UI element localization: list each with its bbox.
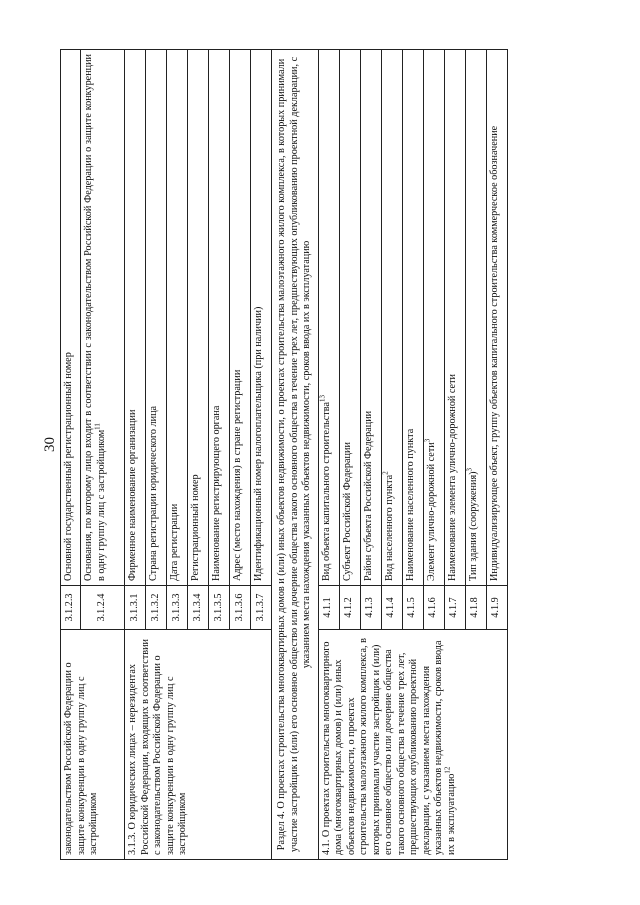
row-code: 4.1.8 [465, 586, 486, 630]
group-description-cell: 3.1.3. О юридических лицах – нерезидентах Российской Федерации, входящих в соответствии с законодательством Российской Федерации о защите конкуренции в одну группу лиц с застройщиком [125, 630, 272, 860]
row-code: 4.1.3 [360, 586, 381, 630]
row-text: Наименование элемента улично-дорожной сети [444, 50, 465, 586]
row-code: 4.1.7 [444, 586, 465, 630]
row-code: 4.1.4 [381, 586, 402, 630]
row-text: Вид объекта капитального строительства$^{13}$ [318, 50, 339, 586]
table-row [318, 50, 339, 860]
row-code: 3.1.2.4 [81, 586, 125, 630]
row-text: Страна регистрации юридического лица [146, 50, 167, 586]
row-code: 3.1.3.1 [125, 586, 146, 630]
group-description-cell: законодательством Российской Федерации о защите конкуренции в одну группу лиц с застройщиком [61, 630, 125, 860]
row-text: Дата регистрации [167, 50, 188, 586]
row-text: Субъект Российской Федерации [339, 50, 360, 586]
row-code: 4.1.9 [486, 586, 507, 630]
row-text: Тип здания (сооружения)$^3$ [465, 50, 486, 586]
row-text: Район субъекта Российской Федерации [360, 50, 381, 586]
page-number: 30 [42, 437, 58, 452]
row-text: Вид населенного пункта$^2$ [381, 50, 402, 586]
table-row [125, 50, 146, 860]
group-description-cell: 4.1. О проектах строительства многоквартирного дома (многоквартирных домов) и (или) иных объектов недвижимости, о проектах строительства малоэтажного жилого комплекса, в которых принимали участие застройщик и (или) его основное общество или дочерние общества такого основного общества в течение трех лет, предшествующих опубликованию проектной декларации, с указанием места нахождения указанных объектов недвижимости, сроков ввода их в эксплуатацию$^{12}$ [318, 630, 507, 860]
declaration-table [60, 49, 508, 860]
table-row [61, 50, 81, 860]
row-code: 3.1.2.3 [61, 586, 81, 630]
row-text: Элемент улично-дорожной сети$^3$ [423, 50, 444, 586]
section-heading-row [272, 50, 319, 860]
row-code: 3.1.3.3 [167, 586, 188, 630]
row-text: Адрес (место нахождения) в стране регистрации [230, 50, 251, 586]
row-code: 3.1.3.4 [188, 586, 209, 630]
row-code: 4.1.6 [423, 586, 444, 630]
row-text: Основной государственный регистрационный номер [61, 50, 81, 586]
row-code: 4.1.1 [318, 586, 339, 630]
section-4-heading: Раздел 4. О проектах строительства многоквартирных домов и (или) иных объектов недвижимости, о проектах строительства малоэтажного жилого комплекса, в которых принимали участие застройщик и (или) его основное общество или дочерние общества такого основного общества в течение трех лет, предшествующих опубликованию проектной декларации, с указанием места нахождения указанных объектов недвижимости, сроков ввода их в эксплуатацию [272, 50, 319, 860]
row-code: 4.1.2 [339, 586, 360, 630]
row-text: Наименование регистрирующего органа [209, 50, 230, 586]
row-text: Идентификационный номер налогоплательщика (при наличии) [251, 50, 272, 586]
row-text: Индивидуализирующее объект, группу объектов капитального строительства коммерческое обозначение [486, 50, 507, 586]
row-code: 4.1.5 [402, 586, 423, 630]
row-text: Основания, по которому лицо входит в соответствии с законодательством Российской Федерации о защите конкуренции в одну группу лиц с застройщиком$^{11}$ [81, 50, 125, 586]
row-text: Регистрационный номер [188, 50, 209, 586]
row-text: Фирменное наименование организации [125, 50, 146, 586]
row-code: 3.1.3.6 [230, 586, 251, 630]
row-code: 3.1.3.2 [146, 586, 167, 630]
row-code: 3.1.3.7 [251, 586, 272, 630]
row-code: 3.1.3.5 [209, 586, 230, 630]
declaration-table-sheet [60, 50, 552, 860]
row-text: Наименование населенного пункта [402, 50, 423, 586]
